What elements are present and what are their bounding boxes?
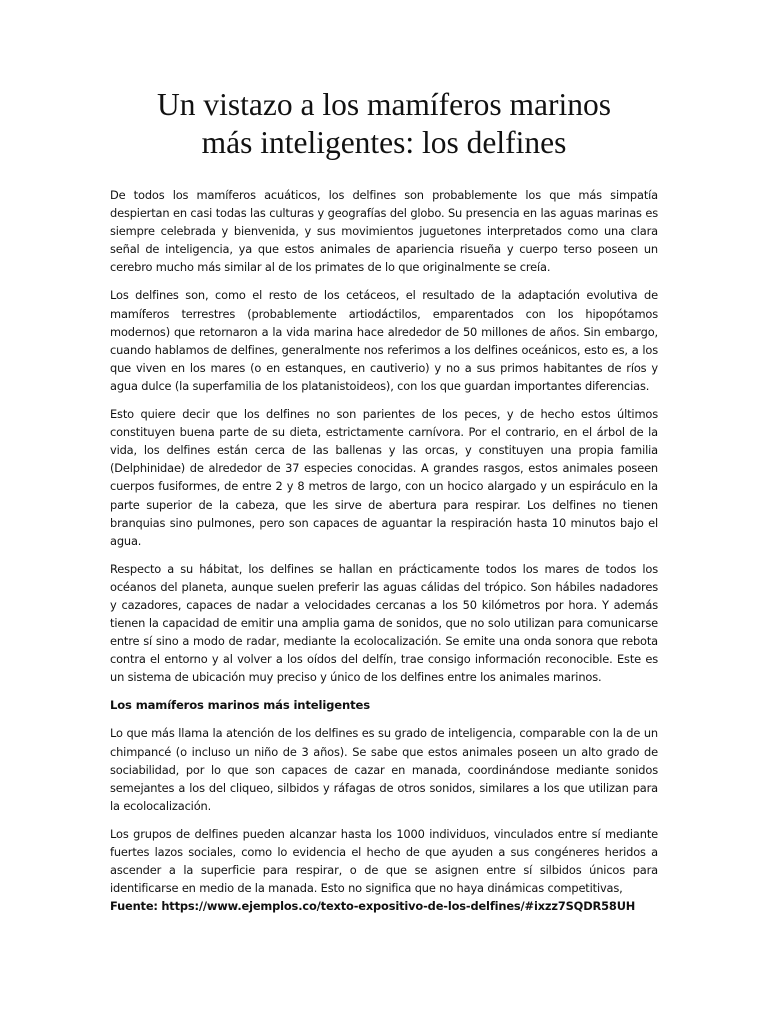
document-page	[110, 86, 658, 925]
paragraph-1: De todos los mamíferos acuáticos, los delfines son probablemente los que más simpatía despiertan en casi todas las culturas y geografías del globo. Su presencia en las aguas marinas es siempre celebrada y bienvenida, y sus movimientos juguetones interpretados como una clara señal de inteligencia, ya que estos animales de apariencia risueña y cuerpo terso poseen un cerebro mucho más similar al de los primates de lo que originalmente se creía.	[110, 188, 658, 275]
paragraph-5: Lo que más llama la atención de los delfines es su grado de inteligencia, comparable con la de un chimpancé (o incluso un niño de 3 años). Se sabe que estos animales poseen un alto grado de sociabilidad, por lo que son capaces de cazar en manada, coordinándose mediante sonidos semejantes a los del cliqueo, silbidos y ráfagas de otros sonidos, similares a los que utilizan para la ecolocalización.	[110, 726, 658, 813]
paragraph-6-text: Los grupos de delfines pueden alcanzar hasta los 1000 individuos, vinculados entre sí mediante fuertes lazos sociales, como lo evidencia el hecho de que ayuden a sus congéneres heridos a ascender a la superficie para respirar, o de que se asignen entre sí silbidos únicos para identificarse en medio de la manada. Esto no significa que no haya dinámicas competitivas,	[110, 826, 658, 896]
paragraph-3: Esto quiere decir que los delfines no son parientes de los peces, y de hecho estos últimos constituyen buena parte de su dieta, estrictamente carnívora. Por el contrario, en el árbol de la vida, los delfines están cerca de las ballenas y las orcas, y constituyen una propia familia (Delphinidae) de alrededor de 37 especies conocidas. A grandes rasgos, estos animales poseen cuerpos fusiformes, de entre 2 y 8 metros de largo, con un hocico alargado y un espiráculo en la parte superior de la cabeza, que les sirve de abertura para respirar. Los delfines no tienen branquias sino pulmones, pero son capaces de aguantar la respiración hasta 10 minutos bajo el agua.	[110, 407, 658, 548]
document-title	[110, 86, 658, 162]
title-line-2: más inteligentes: los delfines	[201, 125, 567, 160]
paragraph-4: Respecto a su hábitat, los delfines se hallan en prácticamente todos los mares de todos los océanos del planeta, aunque suelen preferir las aguas cálidas del trópico. Son hábiles nadadores y cazadores, capaces de nadar a velocidades cercanas a los 50 kilómetros por hora. Y además tienen la capacidad de emitir una amplia gama de sonidos, que no solo utilizan para comunicarse entre sí sino a modo de radar, mediante la ecolocalización. Se emite una onda sonora que rebota contra el entorno y al volver a los oídos del delfín, trae consigo información reconocible. Este es un sistema de ubicación muy preciso y único de los delfines entre los animales marinos.	[110, 561, 658, 685]
section-heading: Los mamíferos marinos más inteligentes	[110, 698, 370, 713]
paragraph-2: Los delfines son, como el resto de los cetáceos, el resultado de la adaptación evolutiva de mamíferos terrestres (probablemente artiodáctilos, emparentados con los hipopótamos modernos) que retornaron a la vida marina hace alrededor de 50 millones de años. Sin embargo, cuando hablamos de delfines, generalmente nos referimos a los delfines oceánicos, esto es, a los que viven en los mares (o en estanques, en cautiverio) y no a sus primos habitantes de ríos y agua dulce (la superfamilia de los platanistoideos), con los que guardan importantes diferencias.	[110, 288, 658, 393]
source-label: Fuente:	[110, 899, 158, 914]
title-line-1: Un vistazo a los mamíferos marinos	[156, 87, 612, 122]
source-link[interactable]: https://www.ejemplos.co/texto-expositivo-de-los-delfines/#ixzz7SQDR58UH	[161, 899, 636, 914]
paragraph-6	[110, 825, 658, 915]
